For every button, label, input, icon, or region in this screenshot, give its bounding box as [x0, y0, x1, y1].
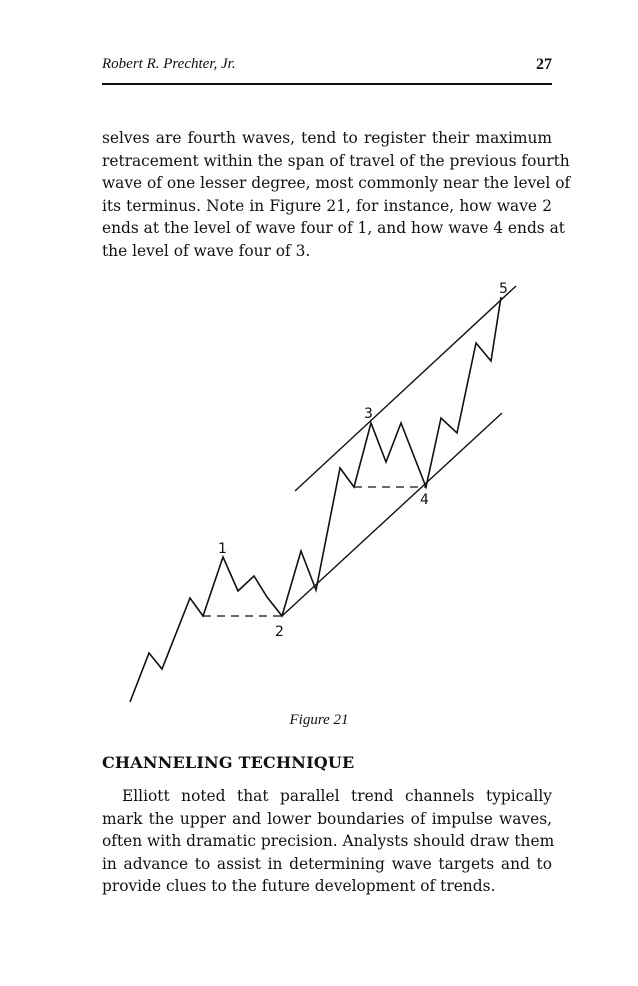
text-line: its terminus. Note in Figure 21, for instance, how wave 2	[102, 196, 552, 215]
text-line: selves are fourth waves, tend to register their maximum	[102, 129, 552, 147]
lower-channel-line	[282, 413, 502, 616]
text-line: often with dramatic precision. Analysts should draw them	[102, 832, 555, 851]
page-number: 27	[536, 56, 552, 73]
upper-channel-line	[295, 286, 516, 491]
wave-label-3: 3	[364, 406, 373, 422]
wave-path	[130, 297, 501, 702]
figure-caption: Figure 21	[289, 712, 349, 728]
section-heading: CHANNELING TECHNIQUE	[102, 753, 355, 772]
text-line: provide clues to the future development of trends.	[102, 877, 496, 896]
text-line: wave of one lesser degree, most commonly near the level of	[102, 174, 571, 193]
wave-label-4: 4	[420, 492, 429, 508]
text-line: the level of wave four of 3.	[102, 241, 311, 260]
text-line: mark the upper and lower boundaries of impulse waves,	[102, 809, 552, 828]
text-line: in advance to assist in determining wave targets and to	[102, 854, 552, 873]
wave-label-1: 1	[218, 541, 227, 557]
section-paragraph	[102, 785, 555, 898]
text-line: retracement within the span of travel of the previous fourth	[102, 151, 570, 170]
text-line: ends at the level of wave four of 1, and how wave 4 ends at	[102, 219, 565, 238]
wave-label-2: 2	[275, 624, 284, 640]
wave-label-5: 5	[499, 281, 508, 297]
text-line: Elliott noted that parallel trend channels typically	[122, 787, 552, 805]
running-head: Robert R. Prechter, Jr.	[102, 56, 236, 72]
